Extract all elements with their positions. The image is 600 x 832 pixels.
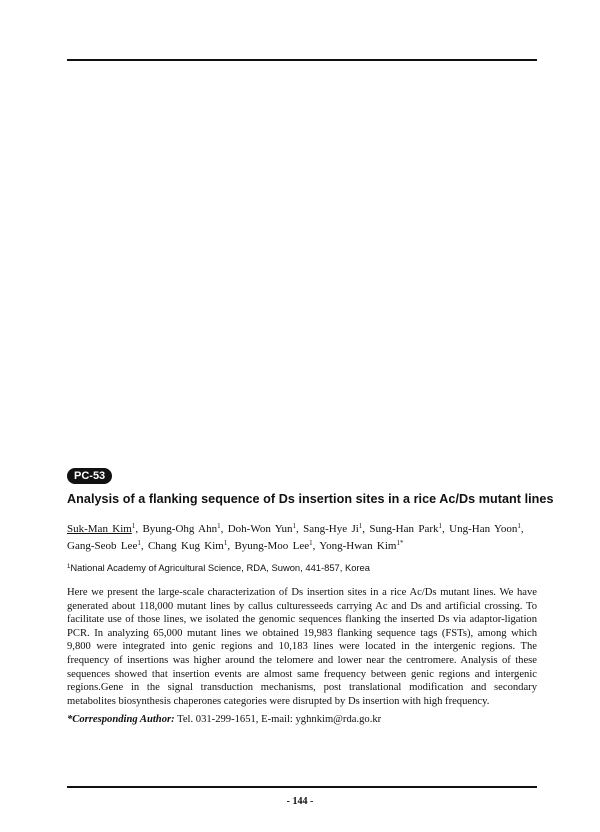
affiliation-text: National Academy of Agricultural Science, RDA, Suwon, 441-857, Korea: [70, 562, 370, 573]
author-name: Sang-Hye Ji: [303, 523, 359, 535]
corresponding-label: *Corresponding Author:: [67, 714, 175, 725]
author-name: Ung-Han Yoon: [449, 523, 518, 535]
top-rule: [67, 59, 537, 61]
author-name: Yong-Hwan Kim: [319, 540, 397, 552]
author-name: Byung-Ohg Ahn: [142, 523, 218, 535]
author-affiliation-mark: 1: [517, 522, 521, 530]
bottom-rule: [67, 786, 537, 788]
author-affiliation-mark: 1: [217, 522, 221, 530]
corresponding-details: Tel. 031-299-1651, E-mail: yghnkim@rda.go.kr: [174, 714, 382, 725]
author-affiliation-mark: 1: [137, 539, 141, 547]
affiliation: [67, 562, 547, 573]
author-affiliation-mark: 1*: [396, 539, 404, 547]
author-name: Gang-Seob Lee: [67, 540, 138, 552]
author-affiliation-mark: 1: [131, 522, 136, 530]
author-separator: ,: [135, 523, 143, 535]
author-name: Doh-Won Yun: [227, 523, 293, 535]
author-separator: ,: [296, 523, 304, 535]
author-name: Chang Kug Kim: [147, 540, 224, 552]
author-separator: ,: [220, 523, 228, 535]
author-affiliation-mark: 1: [358, 522, 363, 530]
corresponding-author: [67, 714, 537, 725]
author-separator: ,: [227, 540, 235, 552]
affiliation-mark: 1: [67, 564, 71, 570]
author-line-2: [67, 538, 547, 555]
abstract-body: Here we present the large-scale characterization of Ds insertion sites in a rice Ac/Ds mutant lines. We have generated about 118,000 mutant lines by callus culturesseeds carrying Ac and Ds and artificial crossing. To facilitate use of those lines, we isolated the genomic sequences flanking the inserted Ds via adaptor-ligation PCR. In analyzing 65,000 mutant lines we obtained 19,983 flanking sequence tags (FSTs), among which 9,800 were integrated into genic regions and 10,183 lines were located in the intergenic regions. The frequency of insertions was higher around the telomere and lower near the centromere. Analysis of these sequences showed that insertion events are almost same frequency between genic regions and intergenic regions.Gene in the signal transduction mechanisms, post translational modification and secondary metabolites biosynthesis chaperones categories were disrupted by Ds insertion with high frequency.: [67, 587, 537, 707]
author-separator: ,: [312, 540, 320, 552]
author-separator: ,: [362, 523, 370, 535]
author-name: Sung-Han Park: [369, 523, 439, 535]
author-name: Byung-Moo Lee: [234, 540, 310, 552]
author-line-1: [67, 521, 547, 538]
author-separator: ,: [140, 540, 148, 552]
author-affiliation-mark: 1: [438, 522, 443, 530]
author-name: Suk-Man Kim: [67, 523, 132, 535]
author-list: [67, 521, 547, 555]
author-separator: ,: [520, 523, 524, 535]
paper-title: Analysis of a flanking sequence of Ds insertion sites in a rice Ac/Ds mutant lines: [67, 492, 554, 506]
page-number: - 144 -: [286, 796, 314, 807]
session-badge: PC-53: [67, 468, 112, 484]
author-affiliation-mark: 1: [223, 539, 228, 547]
author-affiliation-mark: 1: [292, 522, 296, 530]
author-separator: ,: [442, 523, 450, 535]
author-affiliation-mark: 1: [309, 539, 313, 547]
